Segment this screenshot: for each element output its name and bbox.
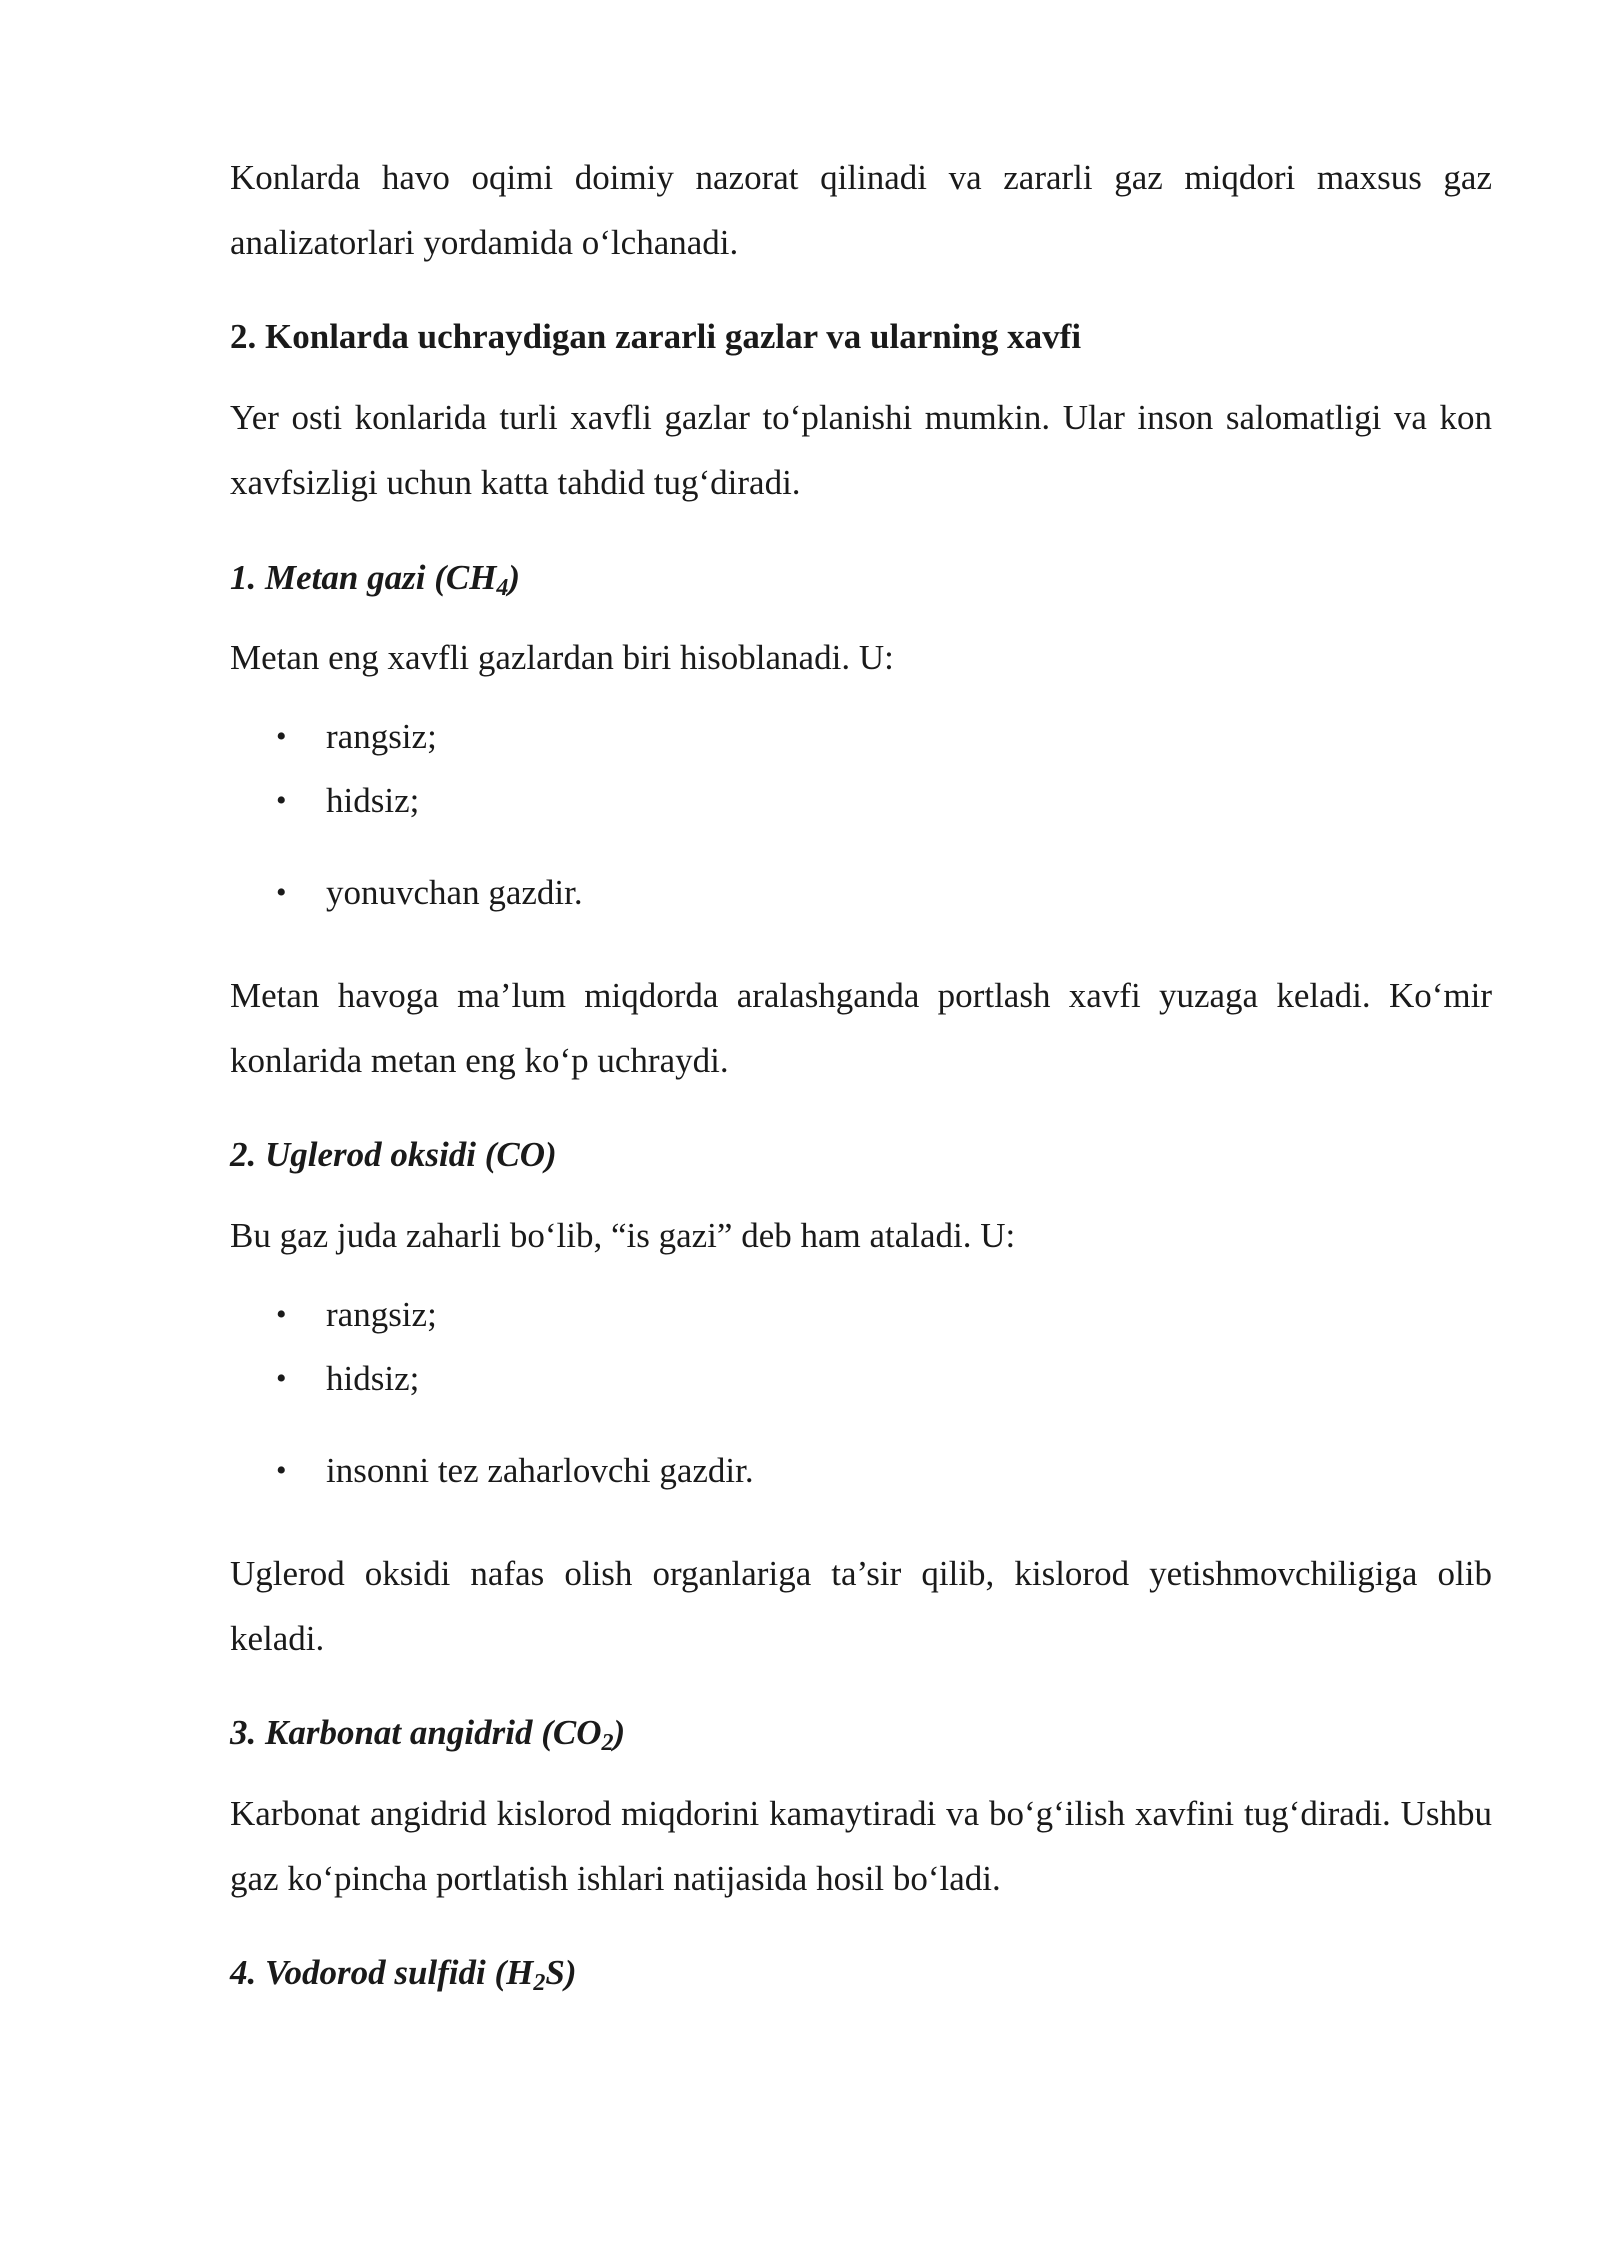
paragraph-gas-accumulation: Yer osti konlarida turli xavfli gazlar to‘planishi mumkin. Ular inson salomatligi va kon xavfsizligi uchun katta tahdid tug‘diradi. [230, 398, 1492, 502]
list-item-text: yonuvchan gazdir. [326, 873, 583, 912]
bullet-icon: • [276, 1454, 287, 1487]
subscript: 4 [496, 575, 509, 601]
subheading-h2s-text: 4. Vodorod sulfidi (H [230, 1953, 534, 1992]
subheading-co2 [230, 1700, 1492, 1765]
subheading-h2s-close: S) [545, 1953, 577, 1992]
bullet-icon: • [276, 784, 287, 817]
subheading-co2-close: ) [613, 1713, 626, 1752]
subheading-co2-text: 3. Karbonat angidrid (CO [230, 1713, 602, 1752]
list-item-text: hidsiz; [326, 781, 420, 820]
paragraph-co: Uglerod oksidi nafas olish organlariga ta’sir qilib, kislorod yetishmovchiligiga olib keladi. [230, 1554, 1492, 1658]
subheading-methane [230, 545, 1492, 610]
bullet-icon: • [276, 876, 287, 909]
subheading-methane-text: 1. Metan gazi (CH [230, 558, 497, 597]
list-item-text: insonni tez zaharlovchi gazdir. [326, 1451, 754, 1490]
paragraph-methane: Metan havoga ma’lum miqdorda aralashganda portlash xavfi yuzaga keladi. Ko‘mir konlarida metan eng ko‘p uchraydi. [230, 976, 1492, 1080]
co-intro: Bu gaz juda zaharli bo‘lib, “is gazi” deb ham ataladi. U: [230, 1216, 1016, 1255]
subheading-methane-close: ) [508, 558, 521, 597]
list-item-text: hidsiz; [326, 1359, 420, 1398]
subscript: 2 [533, 1970, 546, 1996]
section-heading: 2. Konlarda uchraydigan zararli gazlar va ularning xavfi [230, 317, 1082, 356]
list-item-text: rangsiz; [326, 717, 437, 756]
subheading-co: 2. Uglerod oksidi (CO) [230, 1135, 557, 1174]
list-item-text: rangsiz; [326, 1295, 437, 1334]
bullet-icon: • [276, 1298, 287, 1331]
paragraph-co2: Karbonat angidrid kislorod miqdorini kamaytiradi va bo‘g‘ilish xavfini tug‘diradi. Ushbu gaz ko‘pincha portlatish ishlari natijasida hosil bo‘ladi. [230, 1794, 1492, 1898]
subheading-h2s [230, 1940, 1492, 2005]
methane-intro: Metan eng xavfli gazlardan biri hisoblanadi. U: [230, 638, 894, 677]
subscript: 2 [601, 1730, 614, 1756]
bullet-icon: • [276, 1362, 287, 1395]
bullet-icon: • [276, 720, 287, 753]
paragraph-air-control: Konlarda havo oqimi doimiy nazorat qilinadi va zararli gaz miqdori maxsus gaz analizatorlari yordamida o‘lchanadi. [230, 158, 1492, 262]
